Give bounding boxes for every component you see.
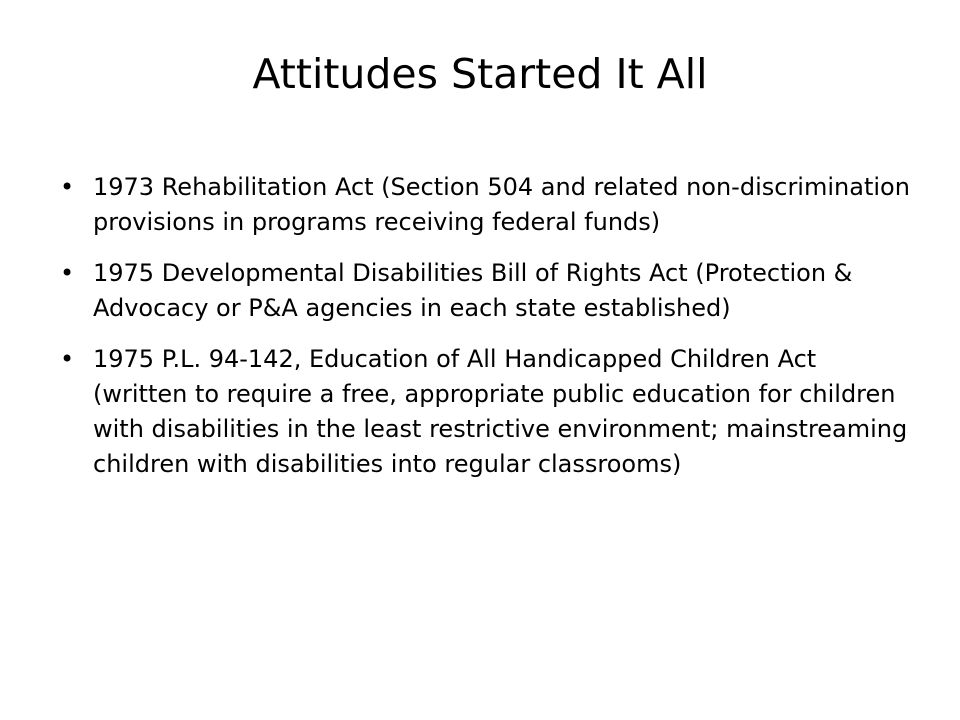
bullet-text: 1975 Developmental Disabilities Bill of Rights Act (Protection & Advocacy or P&A agencies in each state established): [93, 259, 853, 322]
bullet-list: [60, 170, 910, 498]
bullet-item: [60, 342, 910, 482]
bullet-dot-icon: •: [60, 173, 75, 201]
bullet-dot-icon: •: [60, 345, 75, 373]
bullet-dot-icon: •: [60, 259, 75, 287]
bullet-text: 1975 P.L. 94-142, Education of All Handicapped Children Act (written to require a free, appropriate public education for children with disabilities in the least restrictive environment; mainstreaming children with disabilities into regular classrooms): [93, 345, 908, 478]
slide-title: Attitudes Started It All: [252, 50, 708, 98]
bullet-item: [60, 170, 910, 240]
bullet-item: [60, 256, 910, 326]
bullet-text: 1973 Rehabilitation Act (Section 504 and related non-discrimination provisions in programs receiving federal funds): [93, 173, 910, 236]
